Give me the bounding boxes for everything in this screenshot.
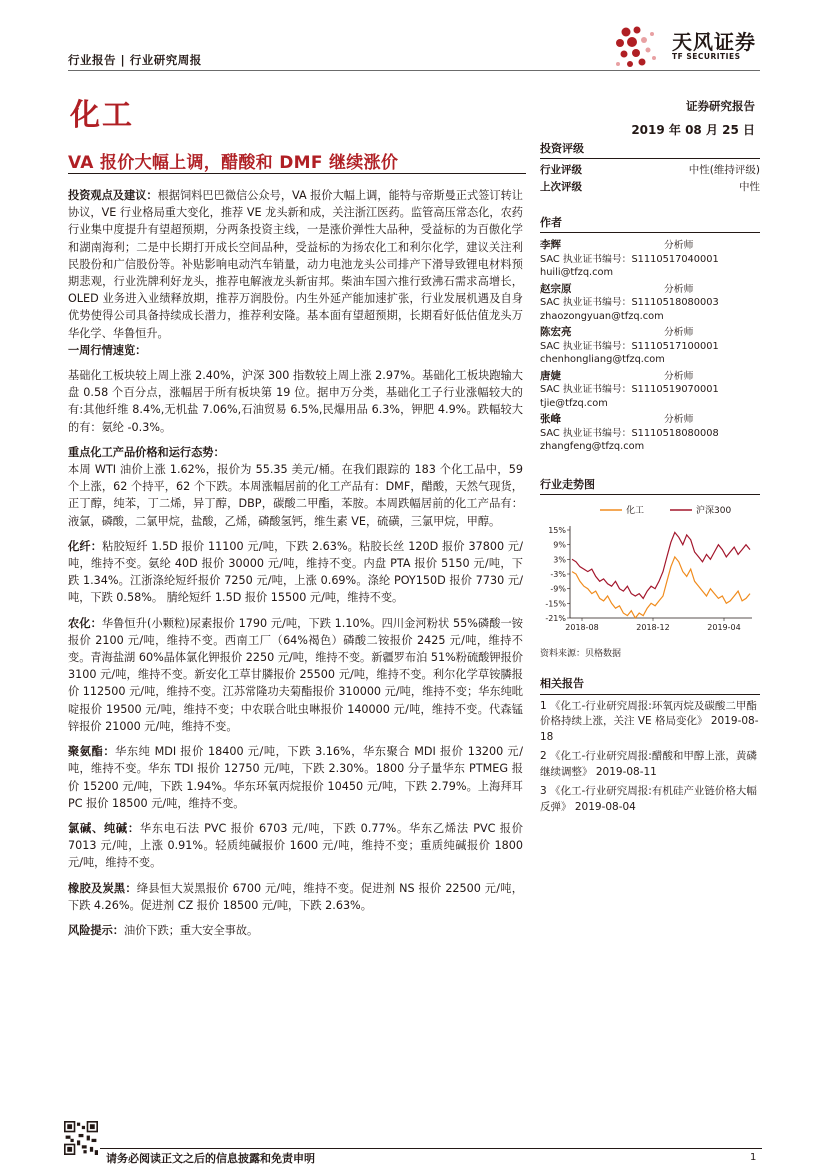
related-report-title[interactable]: 3 《化工-行业研究周报:有机硅产业链价格大幅反弹》 xyxy=(540,785,757,813)
analyst-role: 分析师 xyxy=(664,283,694,295)
qr-code-icon xyxy=(64,1121,98,1155)
related-report-item[interactable] xyxy=(540,699,760,746)
analyst-card xyxy=(540,370,760,411)
agrochem-label: 农化： xyxy=(68,616,102,630)
y-tick-label: -15% xyxy=(545,599,566,609)
analyst-name: 李辉 xyxy=(540,239,561,251)
analyst-name: 赵宗原 xyxy=(540,282,572,295)
chemical-fiber-paragraph xyxy=(68,538,523,607)
rating-row xyxy=(540,162,760,179)
rubber-carbon-black-paragraph xyxy=(68,880,523,914)
rubber-carbon-black-text: 绛县恒大炭黑报价 6700 元/吨，维持不变。促进剂 NS 报价 22500 元/吨，下跌 4.26%。促进剂 CZ 报价 18500 元/吨，下跌 2.63%。 xyxy=(68,881,523,912)
related-reports xyxy=(540,676,760,815)
analyst-role: 分析师 xyxy=(664,240,694,251)
industry-trend-chart xyxy=(540,494,760,640)
report-date: 2019 年 08 月 25 日 xyxy=(631,123,755,137)
legend-label: 沪深300 xyxy=(696,506,732,516)
page-number: 1 xyxy=(750,1152,757,1163)
breadcrumb: 行业报告 | 行业研究周报 xyxy=(68,53,202,67)
analyst-certificate: SAC 执业证书编号：S1110519070001 xyxy=(540,384,719,395)
analyst-certificate: SAC 执业证书编号：S1110518080003 xyxy=(540,297,719,308)
risk-warning-paragraph xyxy=(68,922,523,939)
key-products-text: 本周 WTI 油价上涨 1.62%，报价为 55.35 美元/桶。在我们跟踪的 183 个化工品中，59 个上涨，62 个持平，62 个下跌。本周涨幅居前的化工产品有：DMF，醋酸，天然气现货，正丁醇，纯苯，丁二烯，异丁醇，DBP，碳酸二甲酯，苯胺。本周跌幅居前的化工产品有：液氯，磷酸，二氯甲烷，盐酸，乙烯，磷酸氢钙，维生素 VE，硫磺，三氯甲烷，甲醇。 xyxy=(68,463,523,528)
key-products-label: 重点化工产品价格和运行态势： xyxy=(68,445,225,459)
y-tick-label: -9% xyxy=(550,584,566,594)
main-content xyxy=(68,187,523,947)
chemical-fiber-label: 化纤： xyxy=(68,539,103,553)
rating-heading: 投资评级 xyxy=(540,140,760,159)
chlor-alkali-text: 华东电石法 PVC 报价 6703 元/吨，下跌 0.77%。华东乙烯法 PVC 报价 7013 元/吨，上涨 0.91%。轻质纯碱报价 1600 元/吨，维持不变；重质纯碱报价 1800 元/吨，维持不变。 xyxy=(68,821,523,870)
trend-section xyxy=(540,476,760,495)
previous-rating-value: 中性 xyxy=(739,181,760,193)
related-report-item[interactable] xyxy=(540,784,760,815)
analyst-email[interactable]: chenhongliang@tfzq.com xyxy=(540,354,665,365)
analyst-role: 分析师 xyxy=(664,414,694,425)
weekly-review-text: 基础化工板块较上周上涨 2.40%，沪深 300 指数较上周上涨 2.97%。基础化工板块跑输大盘 0.58 个百分点，涨幅居于所有板块第 19 位。据申万分类，基础化工子行业涨幅较大的有:其他纤维 8.4%,无机盐 7.06%,石油贸易 6.5%,民爆用品 6.3%，钾肥 4.9%。跌幅较大的有：氨纶 -0.3%。 xyxy=(68,369,523,434)
legend-label: 化工 xyxy=(626,506,645,516)
y-tick-label: -21% xyxy=(545,614,566,623)
authors-heading: 作者 xyxy=(540,214,760,233)
investment-view-text: 根据饲料巴巴微信公众号，VA 报价大幅上调，能特与帝斯曼正式签订转让协议，VE 行业格局重大变化，推荐 VE 龙头新和成，关注浙江医药。监管高压常态化，农药行业集中度提升有望超预期，分两条投资主线，一是涨价弹性大品种，受益标的为百傲化学和湖南海利；二是中长期打开成长空间品种，受益标的为扬农化工和利尔化学，建议关注利民股份和广信股份等。补贴影响电动汽车销量，动力电池龙头公司排产下滑导致锂电材料预期悲观，行业洗牌利好龙头，推荐电解液龙头新宙邦。柴油车国六推行致沸石需求高增长，OLED 业务进入业绩释放期，推荐万润股份。内生外延产能加速扩张，行业发展机遇及自身优势使得公司具备持续成长潜力，推荐利安隆。基本面有望超预期，长期看好低估值龙头万华化学、华鲁恒升。 xyxy=(68,189,523,340)
analyst-role: 分析师 xyxy=(664,370,694,382)
authors-section xyxy=(540,214,760,454)
chlor-alkali-paragraph xyxy=(68,820,523,872)
analyst-certificate: SAC 执业证书编号：S1110517100001 xyxy=(540,340,719,352)
investment-view-paragraph xyxy=(68,187,523,359)
x-tick-label: 2019-04 xyxy=(707,623,741,632)
weekly-review-paragraph xyxy=(68,367,523,436)
polyurethane-text: 华东纯 MDI 报价 18400 元/吨，下跌 3.16%，华东聚合 MDI 报价 13200 元/吨，维持不变。华东 TDI 报价 12750 元/吨，下跌 2.30%。1800 分子量华东 PTMEG 报价 15200 元/吨，下跌 1.94%。华东环氧丙烷报价 10450 元/吨，下跌 2.79%。上海拜耳 PC 报价 18500 元/吨，维持不变。 xyxy=(68,745,523,810)
risk-warning-label: 风险提示： xyxy=(68,923,124,937)
footer-divider xyxy=(100,1148,762,1149)
rubber-carbon-black-label: 橡胶及炭黑： xyxy=(68,881,137,895)
analyst-card xyxy=(540,283,760,324)
y-tick-label: 9% xyxy=(553,540,566,550)
analyst-email[interactable]: tjie@tfzq.com xyxy=(540,397,608,409)
related-report-item[interactable] xyxy=(540,749,760,780)
analyst-role: 分析师 xyxy=(664,327,694,338)
analyst-card xyxy=(540,239,760,280)
previous-rating-row xyxy=(540,179,760,196)
trend-chart-svg xyxy=(540,494,760,640)
y-tick-label: 15% xyxy=(548,526,566,535)
weekly-review-heading: 一周行情速览： xyxy=(68,343,147,357)
footer-disclaimer: 请务必阅读正文之后的信息披露和免责申明 xyxy=(106,1152,315,1165)
chlor-alkali-label: 氯碱、纯碱： xyxy=(68,821,140,835)
logo-english-name: TF SECURITIES xyxy=(672,52,741,61)
rating-label: 行业评级 xyxy=(540,164,582,176)
y-tick-label: 3% xyxy=(553,555,566,565)
analyst-email[interactable]: zhaozongyuan@tfzq.com xyxy=(540,310,664,322)
logo-chinese-name: 天风证券 xyxy=(672,30,756,54)
analyst-certificate: SAC 执业证书编号：S1110517040001 xyxy=(540,253,719,265)
previous-rating-label: 上次评级 xyxy=(540,181,582,193)
analyst-card xyxy=(540,326,760,367)
key-products-paragraph xyxy=(68,444,523,530)
agrochem-text: 华鲁恒升(小颗粒)尿素报价 1790 元/吨，下跌 1.10%。四川金河粉状 55%磷酸一铵报价 2100 元/吨，维持不变。西南工厂（64%褐色）磷酸二铵报价 2425 元/吨，维持不变。青海盐湖 60%晶体氯化钾报价 2250 元/吨，维持不变。新疆罗布泊 51%粉硫酸钾报价 3100 元/吨，维持不变。新安化工草甘膦报价 25500 元/吨，维持不变。利尔化学草铵膦报价 112500 元/吨，维持不变。江苏常隆功夫菊酯报价 310000 元/吨，维持不变；华东纯吡啶报价 19500 元/吨，维持不变；中农联合吡虫啉报价 140000 元/吨，维持不变。代森锰锌报价 21000 元/吨，维持不变。 xyxy=(68,616,523,733)
x-tick-label: 2018-12 xyxy=(636,623,670,632)
analyst-certificate: SAC 执业证书编号：S1110518080008 xyxy=(540,427,719,439)
analyst-name: 陈宏亮 xyxy=(540,326,572,338)
analyst-card xyxy=(540,413,760,454)
analyst-email[interactable]: huili@tfzq.com xyxy=(540,267,614,278)
report-type: 证券研究报告 xyxy=(686,99,755,113)
title-divider xyxy=(68,173,526,174)
risk-warning-text: 油价下跌；重大安全事故。 xyxy=(123,923,259,937)
analyst-name: 张峰 xyxy=(540,413,561,425)
related-report-date: 2019-08-18 xyxy=(540,715,759,743)
report-title: VA 报价大幅上调，醋酸和 DMF 继续涨价 xyxy=(68,153,399,173)
polyurethane-paragraph xyxy=(68,743,523,812)
trend-heading: 行业走势图 xyxy=(540,476,760,495)
x-tick-label: 2018-08 xyxy=(565,623,599,632)
related-heading: 相关报告 xyxy=(540,676,760,695)
y-tick-label: -3% xyxy=(550,570,566,579)
logo-mark-icon xyxy=(612,22,670,72)
rating-section xyxy=(540,140,760,196)
chemical-fiber-text: 粘胶短纤 1.5D 报价 11100 元/吨，下跌 2.63%。粘胶长丝 120D 报价 37800 元/吨，维持不变。氨纶 40D 报价 30000 元/吨，维持不变。内盘 PTA 报价 5150 元/吨，下跌 1.34%。江浙涤纶短纤报价 7250 元/吨，上涨 0.69%。涤纶 POY150D 报价 7730 元/吨，下跌 0.58%。 腈纶短纤 1.5D 报价 15500 元/吨，维持不变。 xyxy=(68,539,523,605)
analyst-email[interactable]: zhangfeng@tfzq.com xyxy=(540,441,645,452)
industry-title: 化工 xyxy=(70,98,134,133)
related-report-title[interactable]: 1 《化工-行业研究周报:环氧丙烷及碳酸二甲酯价格持续上涨，关注 VE 格局变化》 xyxy=(540,699,757,727)
agrochem-paragraph xyxy=(68,615,523,735)
rating-value: 中性(维持评级) xyxy=(688,164,760,176)
chart-source: 资料来源：贝格数据 xyxy=(540,649,622,659)
investment-view-label: 投资观点及建议： xyxy=(68,189,158,202)
series-line xyxy=(572,557,750,618)
related-report-date: 2019-08-04 xyxy=(574,800,636,813)
related-report-title[interactable]: 2 《化工-行业研究周报:醋酸和甲醇上涨，黄磷继续调整》 xyxy=(540,750,757,778)
series-line xyxy=(572,532,750,598)
polyurethane-label: 聚氨酯： xyxy=(68,745,116,759)
related-report-date: 2019-08-11 xyxy=(595,765,657,778)
header-divider xyxy=(68,70,760,71)
company-logo xyxy=(612,22,762,72)
analyst-name: 唐婕 xyxy=(540,369,561,382)
